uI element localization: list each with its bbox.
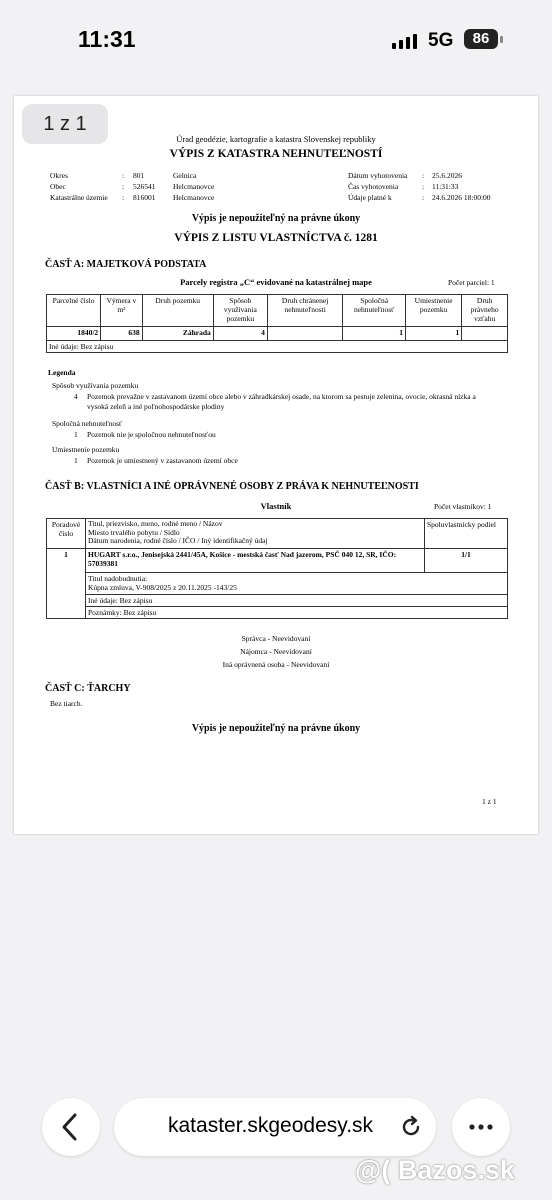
table-row [47,327,508,341]
meta-time-label: Čas vyhotovenia [348,182,399,191]
meta-time-value: 11:31:33 [432,182,459,191]
reload-icon[interactable] [398,1114,424,1140]
url-text[interactable]: kataster.skgeodesy.sk [168,1114,374,1137]
acquisition-value: Kúpna zmluva, V-908/2025 z 20.11.2025 -143/25 [88,583,237,592]
battery-cap [500,36,503,43]
owner-header-line: Titul, priezvisko, meno, rodné meno / Názov [88,519,223,528]
signal-icon [392,34,417,49]
owner-table-header [47,519,508,549]
table-row [47,573,508,595]
parcel-table-header [47,295,508,327]
parcel-table [46,294,508,353]
col-share: Spoluvlastnícky podiel [425,519,508,549]
notice-unusable: Výpis je nepoužiteľný na právne úkony [191,213,361,224]
meta-sep: : [122,182,125,191]
legend-location-code: 1 [74,456,78,465]
col-common: Spoločná nehnuteľnosť [343,295,406,327]
meta-obec-label: Obec [50,182,66,191]
table-row [47,549,508,573]
cell-land-type: Záhrada [142,327,213,341]
status-bar [0,0,552,84]
meta-sep: : [122,193,125,202]
administrator-line: Správca - Neevidovaní [241,634,311,643]
legend-title: Legenda [48,368,76,377]
meta-ku-code: 816001 [133,193,156,202]
parcel-other-data: Iné údaje: Bez zápisu [47,341,508,353]
legend-usage-code: 4 [74,392,78,401]
more-icon [452,1098,510,1156]
authority-name: Úrad geodézie, kartografie a katastra Slovenskej republiky [176,134,376,144]
owner-other-data: Iné údaje: Bez zápisu [86,595,508,607]
parcel-count: Počet parciel: 1 [448,278,495,287]
part-b-subheading: Vlastník [260,501,292,511]
legend-common-code: 1 [74,430,78,439]
back-button[interactable] [42,1098,100,1156]
cell-common: 1 [343,327,406,341]
status-time: 11:31 [78,26,136,52]
cell-acquisition [86,573,508,595]
more-button[interactable] [452,1098,510,1156]
cell-legal-relation [462,327,508,341]
owner-table [46,518,508,619]
cell-protected [267,327,342,341]
col-protected: Druh chránenej nehnuteľnosti [267,295,342,327]
meta-ku-label: Katastrálne územie [50,193,108,202]
owner-header-line: Dátum narodenia, rodné číslo / IČO / Iný identifikačný údaj [88,536,268,545]
col-order-number: Poradové číslo [47,519,86,549]
col-parcel-number: Parcelné číslo [47,295,101,327]
cell-owner: HUGART s.r.o., Jenisejská 2441/45A, Košice - mestská časť Nad jazerom, PSČ 040 12, SR, IČO: 57039381 [86,549,425,573]
meta-ku-name: Helcmanovce [173,193,215,202]
legend-usage-text: Pozemok prevažne v zastavanom území obce alebo v záhradkárskej osade, na ktorom sa pestuje zelenina, ovocie, okrasná nízka a vysoká zeleň a iné poľnohospodárske plodiny [87,392,476,411]
legend-common-name: Spoločná nehnuteľnosť [52,419,123,428]
part-a-subheading: Parcely registra „C“ evidované na katastrálnej mape [180,277,372,287]
table-row [47,607,508,619]
other-person-line: Iná oprávnená osoba - Neevidovaní [222,660,330,669]
legend-common-text: Pozemok nie je spoločnou nehnuteľnosťou [87,430,216,439]
battery-icon: 86 [464,29,498,49]
owner-notes: Poznámky: Bez zápisu [86,607,508,619]
owner-header-line: Miesto trvalého pobytu / Sídlo [88,527,180,537]
cell-location: 1 [405,327,461,341]
legend-location-text: Pozemok je umiestnený v zastavanom území obce [87,456,238,465]
part-c-text: Bez tiarch. [50,699,83,708]
meta-okres-label: Okres [50,171,68,180]
legend-location-name: Umiestnenie pozemku [52,445,120,454]
col-usage: Spôsob využívania pozemku [213,295,267,327]
document-title: VÝPIS Z KATASTRA NEHNUTEĽNOSTÍ [169,148,383,160]
meta-sep: : [422,182,425,191]
table-row [47,595,508,607]
cell-usage: 4 [213,327,267,341]
tenant-line: Nájomca - Neevidovaní [240,647,312,656]
col-area: Výmera v m² [101,295,142,327]
table-row [47,341,508,353]
part-a-heading: ČASŤ A: MAJETKOVÁ PODSTATA [45,259,207,270]
meta-okres-name: Gelnica [173,171,197,180]
network-label: 5G [428,30,454,51]
meta-valid-label: Údaje platné k [348,193,392,202]
meta-obec-name: Helcmanovce [173,182,215,191]
cell-order-number: 1 [47,549,86,619]
owner-count: Počet vlastníkov: 1 [434,502,492,511]
meta-sep: : [422,193,425,202]
legend-usage-name: Spôsob využívania pozemku [52,381,139,390]
lv-title: VÝPIS Z LISTU VLASTNÍCTVA č. 1281 [174,232,378,244]
watermark: @( Bazos.sk [355,1155,515,1185]
footer-notice: Výpis je nepoužiteľný na právne úkony [191,723,361,734]
meta-valid-value: 24.6.2026 18:00:00 [432,193,491,202]
meta-obec-code: 526541 [133,182,156,191]
col-owner [86,519,425,549]
col-legal-relation: Druh právneho vzťahu [462,295,508,327]
meta-sep: : [422,171,425,180]
meta-date-label: Dátum vyhotovenia [348,171,408,180]
col-location: Umiestnenie pozemku [405,295,461,327]
chevron-left-icon [42,1098,100,1156]
meta-sep: : [122,171,125,180]
cell-share: 1/1 [425,549,508,573]
page-number: 1 z 1 [482,797,497,806]
part-b-heading: ČASŤ B: VLASTNÍCI A INÉ OPRÁVNENÉ OSOBY Z PRÁVA K NEHNUTEĽNOSTI [45,481,419,492]
cell-parcel-number: 1840/2 [47,327,101,341]
col-land-type: Druh pozemku [142,295,213,327]
cell-area: 638 [101,327,142,341]
part-c-heading: ČASŤ C: ŤARCHY [45,683,131,694]
meta-date-value: 25.6.2026 [432,171,462,180]
acquisition-label: Titul nadobudnutia: [88,574,148,583]
meta-okres-code: 801 [133,171,145,180]
page-indicator: 1 z 1 [22,104,108,144]
